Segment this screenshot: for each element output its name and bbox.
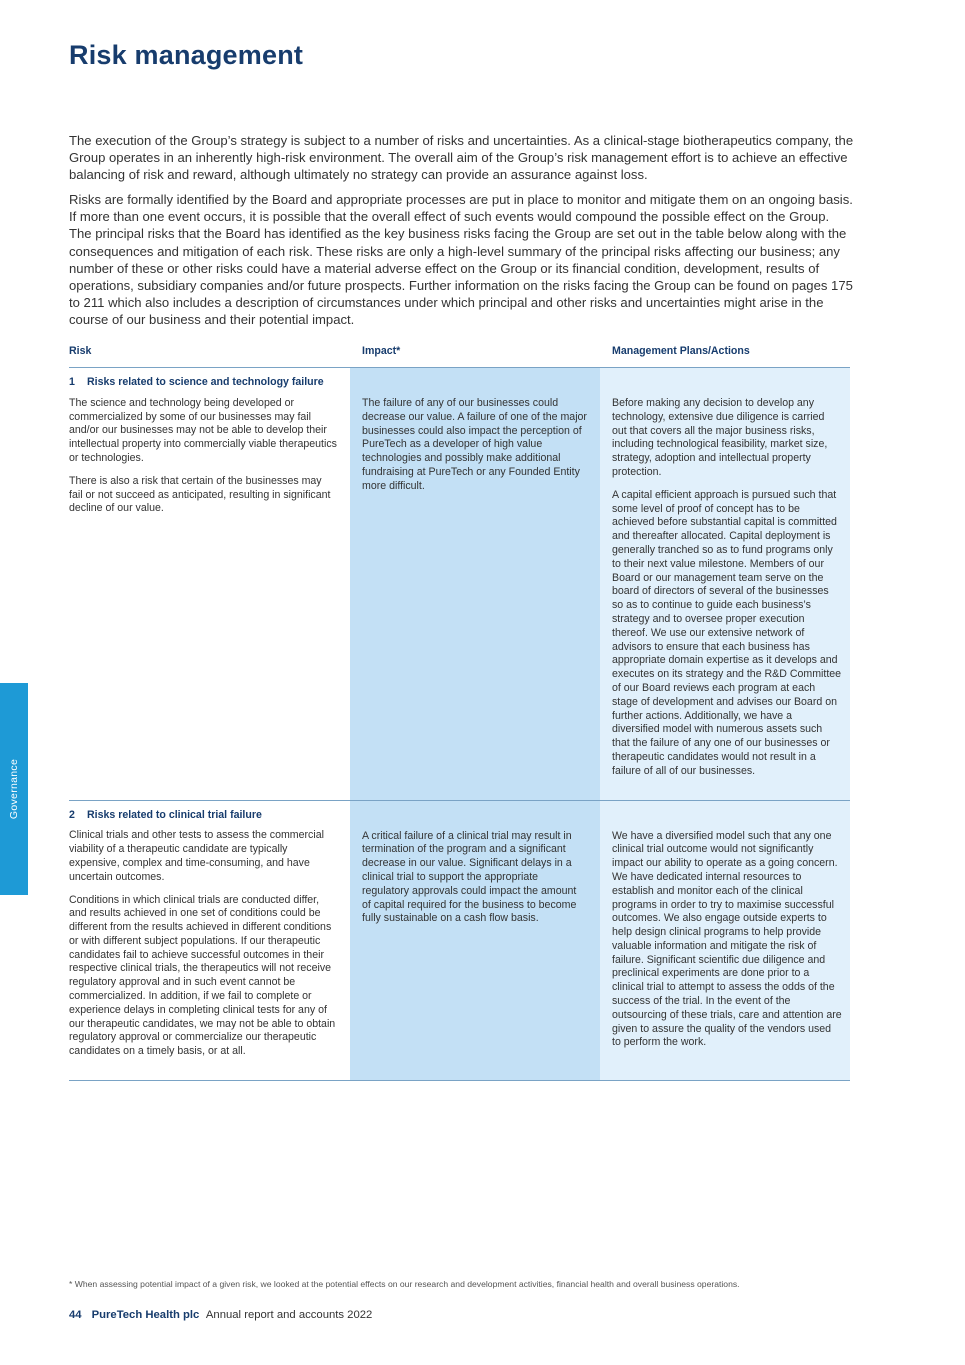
risk-title: Risks related to science and technology failure [87, 376, 324, 388]
risk-number: 1 [69, 376, 75, 388]
table-row [69, 368, 850, 801]
intro-text [69, 132, 854, 336]
risk-table [69, 343, 850, 1081]
management-paragraph: A capital efficient approach is pursued such that some level of proof of concept has to be achieved before substantial capital is committed and thereafter allocated. Capital deployment is generally tranched so as to fund programs only to their next value milestone. Members of our Board or our management team serve on the board of directors of several of the businesses so as to continue to guide each business’s strategy and to oversee proper execution thereof. We use our extensive network of advisors to ensure that each business has appropriate domain expertise as it develops and executes on its strategy and the R&D Committee of our Board reviews each program at each stage of development and advises our Board on further actions. Additionally, we have a diversified model with numerous assets such that the failure of any one of our businesses or therapeutic candidates would not result in a failure of all of our businesses. [612, 488, 842, 777]
risk-paragraph: The science and technology being developed or commercialized by some of our businesses may fail and/or our businesses may not be able to develop their intellectual property into commercially viable therapeutics or technologies. [69, 396, 337, 464]
header-management-plans: Management Plans/Actions [600, 343, 850, 368]
management-cell [600, 800, 850, 1081]
impact-cell [350, 368, 600, 801]
intro-paragraph: The execution of the Group’s strategy is subject to a number of risks and uncertainties. As a clinical-stage biotherapeutics company, the Group operates in an inherently high-risk environment. The overall aim of the Group’s risk management effort is to achieve an effective balancing of risk and reward, although ultimately no strategy can provide an assurance against loss. [69, 133, 854, 183]
section-side-tab [0, 683, 28, 895]
risk-paragraph: Clinical trials and other tests to assess the commercial viability of a therapeutic candidate are typically expensive, complex and time-consuming, and have uncertain outcomes. [69, 829, 324, 883]
management-paragraph: We have a diversified model such that any one clinical trial outcome would not significantly impact our ability to operate as a going concern. We have dedicated internal resources to establish and monitor each of the clinical programs in order to try to maximise successful outcomes. We also engage outside experts to help design clinical programs to help provide valuable information and mitigate the risk of failure. Significant scientific due diligence and preclinical experiments are done prior to a clinical trial to attempt to assess the odds of the success of the trial. In the event of the outsourcing of these trials, care and attention are given to assure the quality of the vendors used to perform the work. [612, 829, 842, 1049]
risk-heading [69, 376, 338, 390]
page-number: 44 [69, 1309, 82, 1321]
risk-heading [69, 809, 338, 823]
page-footer [69, 1309, 372, 1321]
risk-paragraph: There is also a risk that certain of the businesses may fail or not succeed as anticipated, resulting in significant decline of our value. [69, 474, 331, 515]
impact-cell [350, 800, 600, 1081]
page-title: Risk management [69, 40, 304, 70]
impact-paragraph: The failure of any of our businesses could decrease our value. A failure of one of the major businesses could also impact the perception of PureTech as a developer of high value technologies and possibly make additional fundraising at PureTech or any Founded Entity more difficult. [362, 397, 587, 492]
table-row [69, 800, 850, 1081]
risk-paragraph: Conditions in which clinical trials are conducted differ, and results achieved in one set of conditions could be different from the results achieved in different conditions or with different subject populations. If our therapeutic candidates fail to achieve successful outcomes in their respective clinical trials, the therapeutics will not receive regulatory approval and in such event cannot be commercialized. In addition, if we fail to complete or experience delays in completing clinical tests for any of our therapeutic candidates, we may not be able to obtain regulatory approval or commercialize our therapeutic candidates on a timely basis, or at all. [69, 893, 336, 1058]
impact-paragraph: A critical failure of a clinical trial may result in termination of the program and a significant decrease in our value. Significant delays in a clinical trial to support the appropriate regulatory approvals could impact the amount of capital required for the business to become fully sustainable on a cash flow basis. [362, 829, 577, 925]
company-name: PureTech Health plc [91, 1309, 200, 1321]
header-impact: Impact* [350, 343, 600, 368]
document-name: Annual report and accounts 2022 [205, 1309, 373, 1321]
section-label: Governance [8, 758, 20, 820]
risk-cell [69, 800, 350, 1081]
header-risk: Risk [69, 343, 350, 368]
risk-title: Risks related to clinical trial failure [87, 808, 262, 821]
management-cell [600, 368, 850, 801]
footnote: * When assessing potential impact of a given risk, we looked at the potential effects on our research and development activities, financial health and overall business operations. [69, 1279, 740, 1289]
intro-paragraph: Risks are formally identified by the Board and appropriate processes are put in place to monitor and mitigate them on an ongoing basis. If more than one event occurs, it is possible that the overall effect of such events would compound the possible effect on the Group. The principal risks that the Board has identified as the key business risks facing the Group are set out in the table below along with the consequences and mitigation of each risk. These risks are only a high-level summary of the principal risks affecting our business; any number of these or other risks could have a material adverse effect on the Group or its financial condition, development, results of operations, subsidiary companies and/or future prospects. Further information on the risks facing the Group can be found on pages 175 to 211 which also includes a description of circumstances under which principal and other risks and uncertainties might arise in the course of our business and their potential impact. [69, 192, 853, 327]
risk-number: 2 [69, 808, 75, 821]
management-paragraph: Before making any decision to develop any technology, extensive due diligence is carried out that covers all the major business risks, including technological feasibility, market size, strategy, adoption and intellectual property protection. [612, 397, 828, 478]
risk-cell [69, 368, 350, 801]
table-header-row [69, 343, 850, 368]
